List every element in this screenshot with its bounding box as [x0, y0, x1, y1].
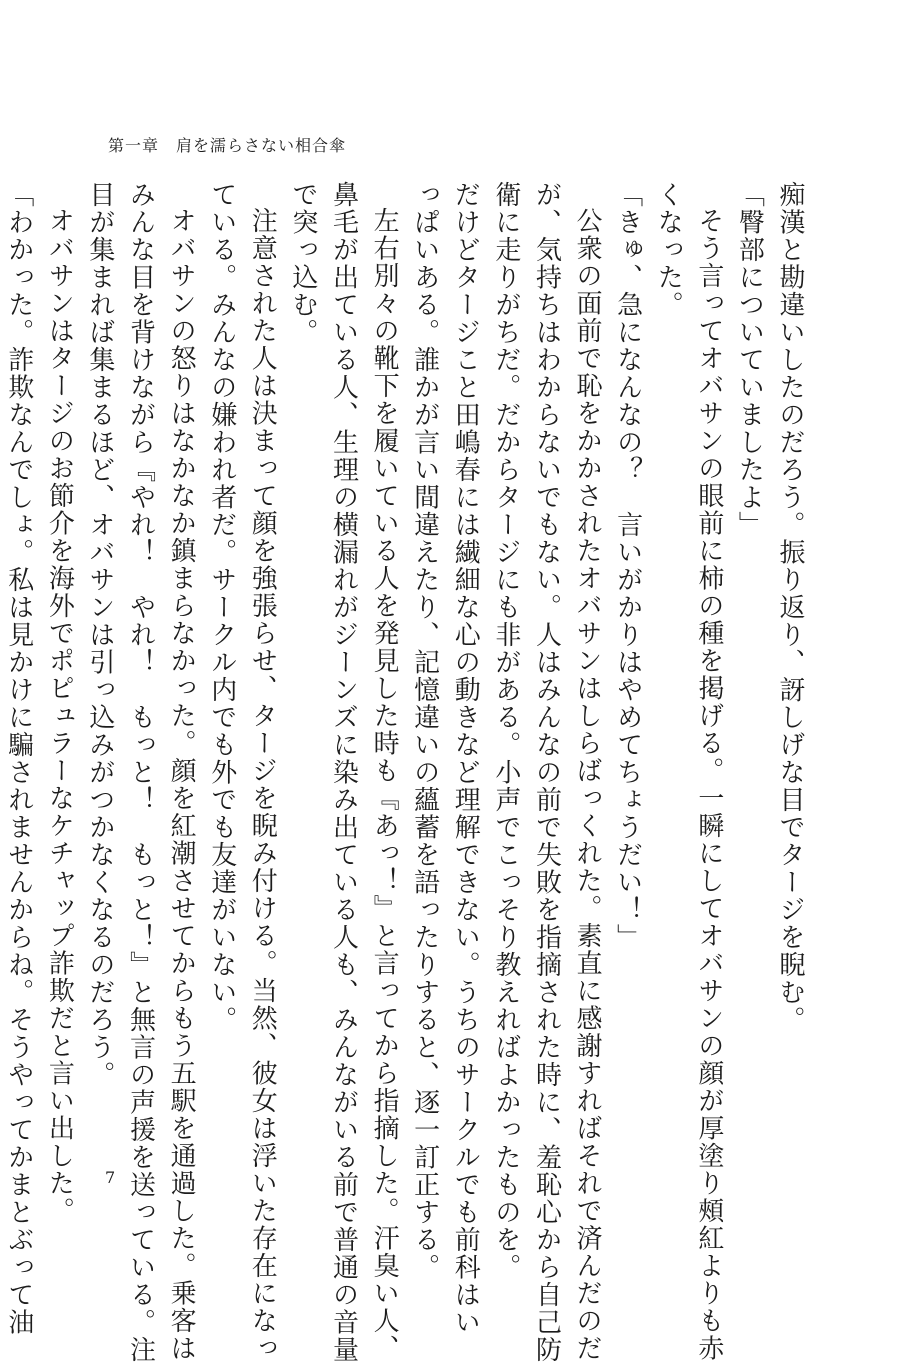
running-header [108, 133, 346, 156]
text-line: 「臀部についていましたよ」 [734, 181, 765, 539]
page-number: 7 [105, 1168, 116, 1187]
text-line: が、気持ちはわからないでもない。人はみんなの前で失敗を指摘された時に、羞恥心から自己防 [531, 181, 562, 1364]
text-line: 鼻毛が出ている人、生理の横漏れがジーンズに染み出ている人も、みんながいる前で普通の音量 [328, 181, 359, 1364]
text-line: そう言ってオバサンの眼前に柿の種を掲げる。一瞬にしてオバサンの顔が厚塗り頰紅よりも赤 [693, 207, 724, 1362]
body-text [0, 181, 810, 1364]
text-line: みんな目を背けながら『やれ！ やれ！ もっと！ もっと！』と無言の声援を送っている。注 [125, 181, 156, 1364]
text-line: ている。みんなの嫌われ者だ。サークル内でも外でも友達がいない。 [206, 181, 237, 1034]
text-line: っぱいある。誰かが言い間違えたり、記憶違いの蘊蓄を語ったりすると、逐一訂正する。 [409, 181, 440, 1281]
text-line: 衛に走りがちだ。だからタージにも非がある。小声でこっそり教えればよかったものを。 [490, 181, 521, 1281]
text-line: オバサンの怒りはなかなか鎮まらなかった。顔を紅潮させてからもう五駅を通過した。乗客は [166, 207, 197, 1362]
text-line: 痴漢と勘違いしたのだろう。振り返り、訝しげな目でタージを睨む。 [775, 181, 805, 1034]
text-line: 「きゅ、急になんなの？ 言いがかりはやめてちょうだい！」 [612, 181, 643, 951]
text-line: で突っ込む。 [287, 181, 318, 346]
chapter-number: 第一章 [108, 136, 160, 155]
chapter-title: 肩を濡らさない相合傘 [176, 136, 347, 155]
text-line: 公衆の面前で恥をかかされたオバサンはしらばっくれた。素直に感謝すればそれで済んだのだ [572, 207, 603, 1362]
text-line: 目が集まれば集まるほど、オバサンは引っ込みがつかなくなるのだろう。 [84, 181, 115, 1089]
text-line: 左右別々の靴下を履いている人を発見した時も『あっ！』と言ってから指摘した。汗臭い人、 [369, 207, 400, 1362]
text-line: 注意された人は決まって顔を強張らせ、タージを睨み付ける。当然、彼女は浮いた存在になっ [247, 207, 278, 1362]
text-line: 「わかった。詐欺なんでしょ。私は見かけに騙されませんからね。そうやってかまとぶって油 [3, 181, 34, 1336]
text-line: だけどタージこと田嶋春には繊細な心の動きなど理解できない。うちのサークルでも前科はい [450, 181, 481, 1336]
text-line: オバサンはタージのお節介を海外でポピュラーなケチャップ詐欺だと言い出した。 [44, 207, 75, 1225]
text-line: くなった。 [653, 181, 684, 319]
